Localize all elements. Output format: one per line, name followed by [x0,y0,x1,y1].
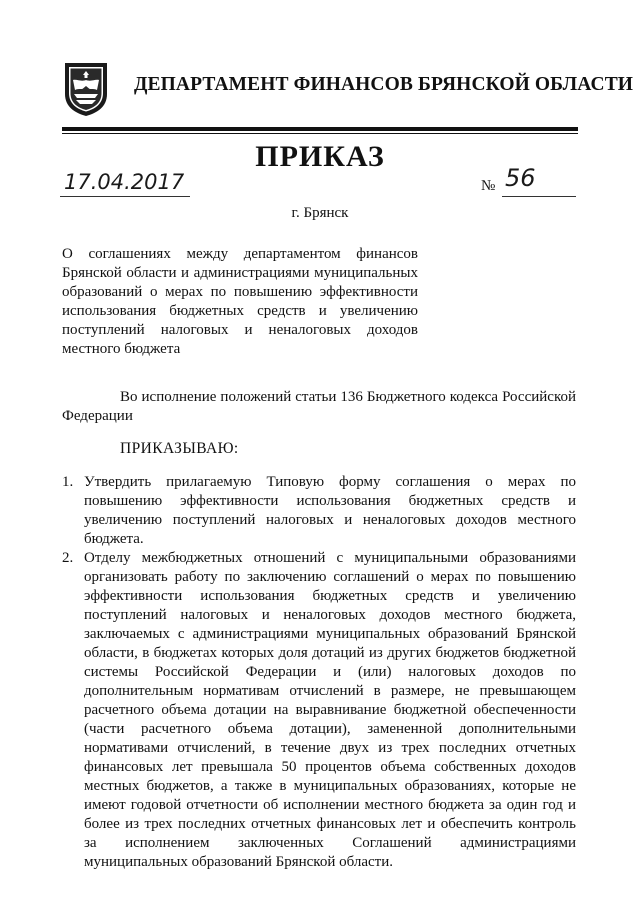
item-text: Утвердить прилагаемую Типовую форму соглашения о мерах по повышению эффективности использования бюджетных средств и увеличению поступлений налоговых и неналоговых доходов местного бюджета. [84,474,576,547]
department-title: ДЕПАРТАМЕНТ ФИНАНСОВ БРЯНСКОЙ ОБЛАСТИ [134,74,634,95]
number-label: № [481,178,496,194]
header-rule-thick [62,127,578,131]
preamble: Во исполнение положений статьи 136 Бюджетного кодекса Российской Федерации [62,389,576,424]
order-title: ПРИКАЗ [255,140,385,173]
order-subject: О соглашениях между департаментом финансов Брянской области и администрациями муниципальных образований о мерах по повышению эффективности использования бюджетных средств и увеличению поступлений налоговых и неналоговых доходов местного бюджета [62,246,418,357]
city-label: г. Брянск [291,205,349,221]
date-handwritten: 17.04.2017 [64,170,185,194]
item-number: 1. [62,474,74,490]
item-text: Отделу межбюджетных отношений с муниципальными образованиями организовать работу по заключению соглашений о мерах по повышению эффективности использования бюджетных средств и увеличению поступлений налоговых и неналоговых доходов местного бюджета, заключаемых с администрациями муниципальных образований Брянской области, в бюджетах которых доля дотаций из других бюджетов бюджетной системы Российской Федерации и (или) налоговых доходов по дополнительным нормативам отчислений в размере, не превышающем расчетного объема дотации на выравнивание бюджетной обеспеченности (части расчетного объема дотации), замененной дополнительными нормативами отчислений, в течение двух из трех последних отчетных финансовых лет превышала 50 процентов объема собственных доходов местных бюджетов, а также в муниципальных образованиях, которые не имеют годовой отчетности об исполнении местного бюджета за один год и более из трех последних отчетных финансовых лет и обеспечить контроль за исполнением заключенных Соглашений администрациями муниципальных образований Брянской области. [84,550,576,870]
coat-of-arms-icon [62,60,110,118]
number-underline [502,196,576,197]
order-items [62,473,576,872]
order-item [62,473,576,549]
header-rule-thin [62,133,578,134]
order-item [62,549,576,872]
date-underline [60,196,190,197]
item-number: 2. [62,550,74,566]
order-word: ПРИКАЗЫВАЮ: [120,440,239,457]
number-handwritten: 56 [505,164,536,192]
